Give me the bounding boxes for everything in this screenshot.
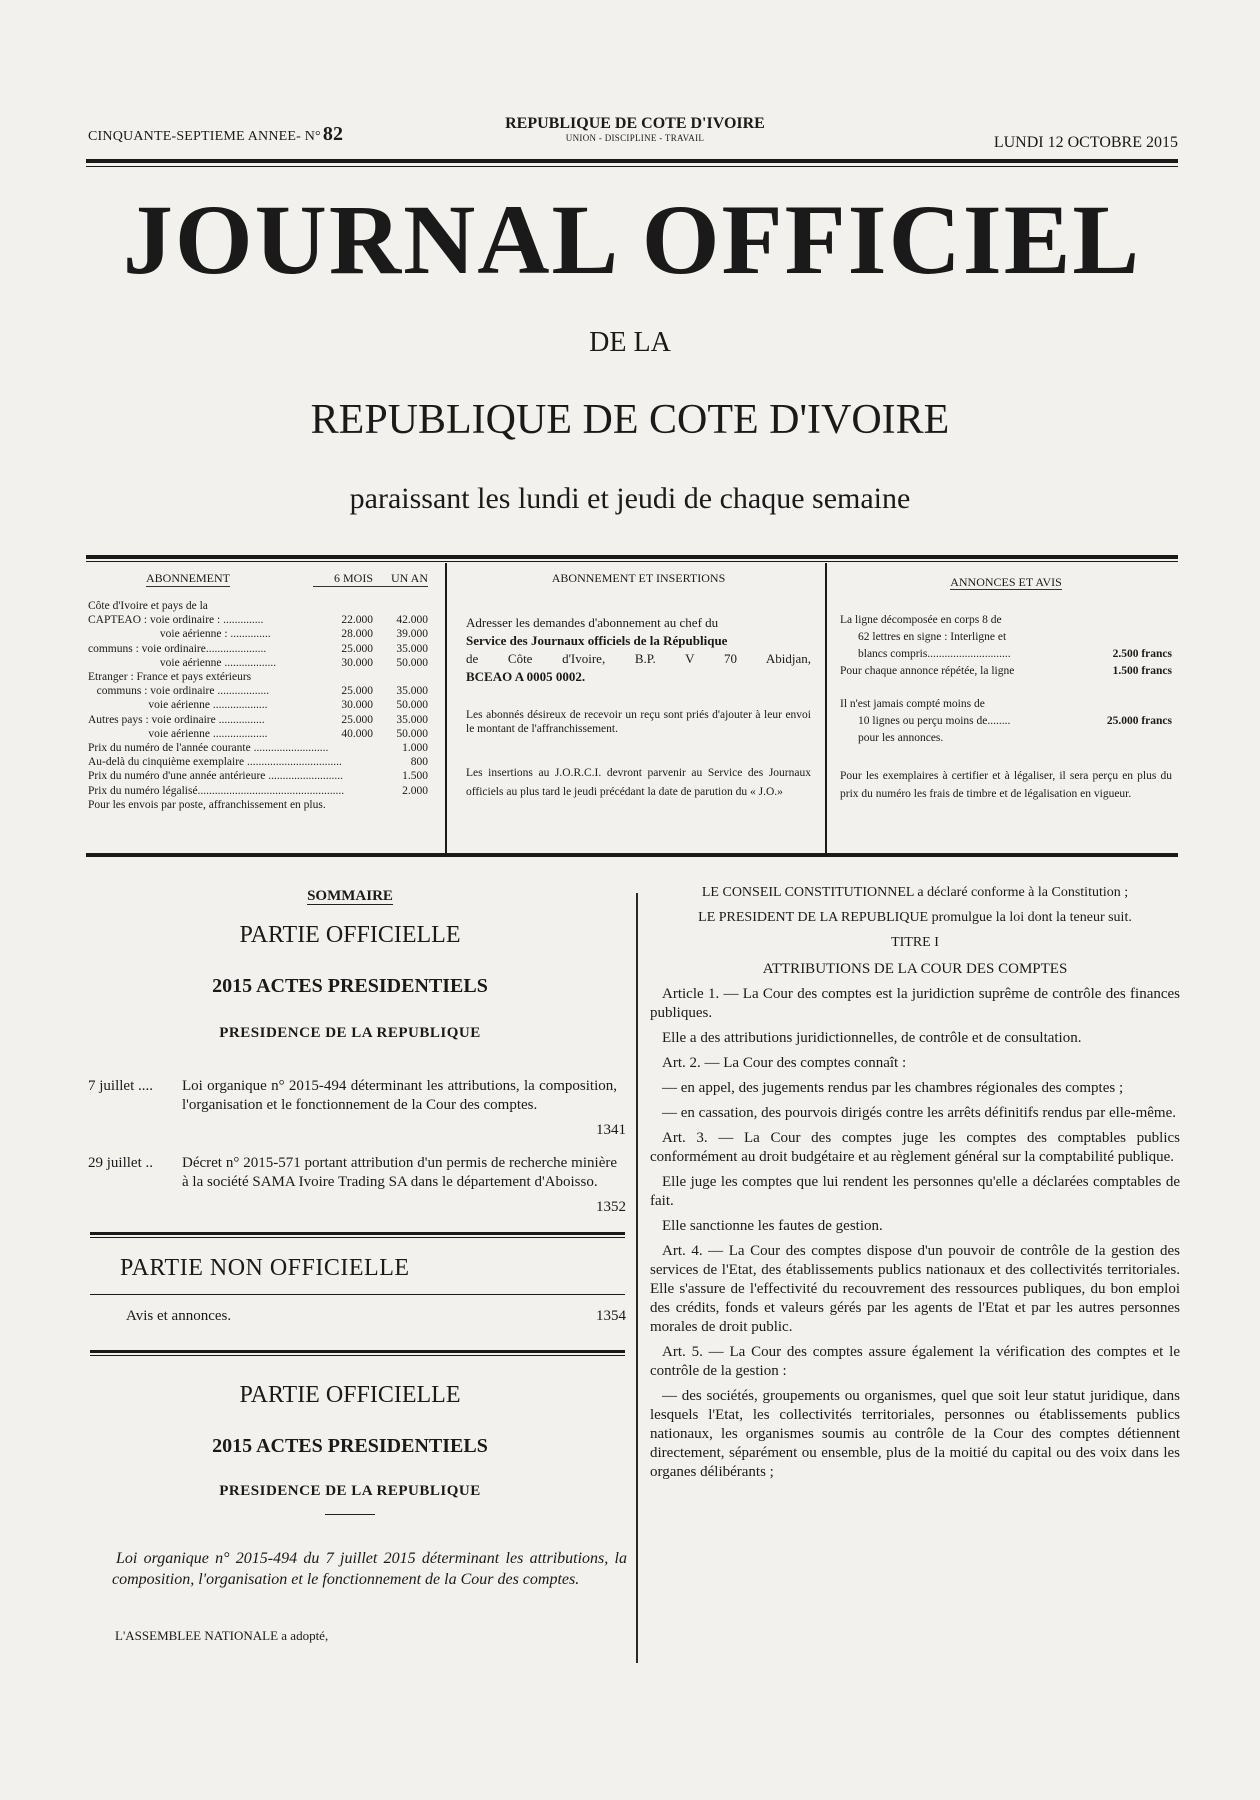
tarif-6-mois: 30.000 (341, 656, 373, 669)
law-article-2b: — en cassation, des pourvois dirigés contre les arrêts définitifs rendus par elle-même. (662, 1105, 1177, 1121)
law-article-4: Art. 4. — La Cour des comptes dispose d'un pouvoir de contrôle de la gestion des services de l'Etat, des établissements publics nationaux et des collectivités territoriales. Elle s'assure de l'effectivité du recouvrement des ressources publiques, du bon emploi des crédits, fonds et valeurs gérés par les agents de l'Etat et par les autres personnes morales de droit public. (650, 1243, 1180, 1335)
tarif-6-mois: 28.000 (341, 628, 373, 641)
annonces-line3: blancs compris............................. (858, 648, 1011, 660)
sommaire-presidence: PRESIDENCE DE LA REPUBLIQUE (219, 1025, 481, 1041)
entry-text: Décret n° 2015-571 portant attribution d'un permis de recherche minière à la société SAMA Ivoire Trading SA dans le département d'Aboisso. (182, 1155, 617, 1190)
law-article-5: Art. 5. — La Cour des comptes assure également la vérification des comptes et le contrôle de la gestion : (650, 1344, 1180, 1379)
tarif-un-an (373, 670, 428, 684)
annonces-line6: 10 lignes ou perçu moins de........ (858, 715, 1011, 727)
law-article-1b: Elle a des attributions juridictionnelles, de contrôle et de consultation. (662, 1030, 1082, 1046)
tarif-label: CAPTEAO : voie ordinaire : .............. (88, 614, 264, 627)
entry-page: 1352 (596, 1199, 626, 1215)
tarif-row (88, 784, 428, 798)
tarif-6-mois: 25.000 (341, 685, 373, 698)
publication-tagline: paraissant les lundi et jeudi de chaque semaine (349, 482, 911, 515)
tarifs-head-1y: UN AN (373, 571, 428, 587)
tarif-label: communs : voie ordinaire .................. (88, 685, 270, 698)
annonces-row1 (840, 646, 1172, 663)
tarif-label: voie aérienne : .............. (88, 628, 271, 641)
entry-page: 1341 (596, 1122, 626, 1138)
law-titre-sub: ATTRIBUTIONS DE LA COUR DES COMPTES (762, 961, 1068, 977)
header-rule-thin (86, 166, 1178, 167)
box-top-rule (86, 555, 1178, 559)
tarif-un-an: 35.000 (396, 685, 428, 698)
body-rule-top-thin (90, 1355, 625, 1356)
sommaire-part-officielle: PARTIE OFFICIELLE (239, 922, 461, 948)
law-article-2: Art. 2. — La Cour des comptes connaît : (662, 1055, 907, 1071)
tarif-un-an: 1.500 (402, 770, 428, 783)
journal-title: JOURNAL OFFICIEL (122, 184, 1142, 295)
avis-label: Avis et annonces. (126, 1308, 232, 1324)
annonces-panel (840, 563, 1172, 853)
tarif-row (88, 755, 428, 769)
tarif-row (88, 684, 428, 698)
country-header (475, 115, 795, 143)
annonces-rate3: 25.000 francs (1106, 715, 1172, 727)
header-rule (86, 159, 1178, 163)
box-divider-2 (825, 563, 827, 855)
tarif-6-mois: 30.000 (341, 699, 373, 712)
issue-number: 82 (322, 123, 344, 145)
tarifs-panel (88, 563, 428, 853)
body-presidence: PRESIDENCE DE LA REPUBLIQUE (219, 1483, 481, 1499)
tarif-un-an: 50.000 (396, 699, 428, 712)
tarif-un-an: 42.000 (396, 614, 428, 627)
entry-date: 7 juillet .... (88, 1078, 153, 1094)
tarif-row (88, 727, 428, 741)
insertions-address-line3: de Côte d'Ivoire, B.P. V 70 Abidjan, (466, 651, 811, 666)
sommaire-partie-non-officielle: PARTIE NON OFFICIELLE (120, 1255, 410, 1281)
annonces-line5: Il n'est jamais compté moins de (840, 698, 985, 710)
masthead-sub2: REPUBLIQUE DE COTE D'IVOIRE (310, 397, 950, 443)
tarif-un-an (379, 798, 428, 812)
tarif-6-mois: 22.000 (341, 614, 373, 627)
tarif-un-an: 35.000 (396, 713, 428, 726)
insertions-receipt-note: Les abonnés désireux de recevoir un reçu sont priés d'ajouter à leur envoi le montant de l'affranchissement. (466, 709, 811, 736)
tarif-6-mois: 25.000 (341, 713, 373, 726)
annonces-row3 (840, 713, 1172, 730)
insertions-panel (466, 563, 811, 853)
tarif-row (88, 698, 428, 712)
tarif-label: voie aérienne ................... (88, 699, 268, 712)
tarif-label: Prix du numéro d'une année antérieure .......................... (88, 770, 344, 783)
tarif-label: voie aérienne .................. (88, 656, 277, 669)
tarif-un-an: 50.000 (396, 656, 428, 669)
body-part-officielle: PARTIE OFFICIELLE (239, 1382, 461, 1408)
country-name: REPUBLIQUE DE COTE D'IVOIRE (505, 115, 765, 132)
law-article-3c: Elle sanctionne les fautes de gestion. (662, 1218, 883, 1234)
law-promulgue: LE PRESIDENT DE LA REPUBLIQUE promulgue la loi dont la teneur suit. (698, 910, 1132, 925)
law-article-3: Art. 3. — La Cour des comptes juge les comptes des comptables publics conformément au droit budgétaire et au règlement général sur la comptabilité publique. (650, 1130, 1180, 1165)
insertions-address-line4: BCEAO A 0005 0002. (466, 669, 586, 684)
tarif-6-mois (328, 741, 380, 755)
annonces-line2: 62 lettres en signe : Interligne et (858, 631, 1007, 643)
sommaire-actes-presidentiels: 2015 ACTES PRESIDENTIELS (212, 975, 488, 997)
national-motto: UNION - DISCIPLINE - TRAVAIL (565, 133, 705, 143)
annonces-line7: pour les annonces. (858, 732, 944, 744)
loi-title: Loi organique n° 2015-494 du 7 juillet 2015 déterminant les attributions, la composition, l'organisation et le fonctionnement de la Cour des comptes. (112, 1550, 627, 1588)
insertions-head: ABONNEMENT ET INSERTIONS (551, 571, 726, 585)
law-article-5a: — des sociétés, groupements ou organismes, quel que soit leur statut juridique, dans lesquels l'Etat, les collectivités territoriales, personnes ou établissements publics nationaux, les organismes soumis au contrôle de la Cour des comptes détiennent directement, séparément ou ensemble, plus de la moitié du capital ou des voix dans les organes délibérants ; (650, 1388, 1180, 1480)
annonces-legalisation-note: Pour les exemplaires à certifier et à légaliser, il sera perçu en plus du prix du numéro les frais de timbre et de légalisation en vigueur. (840, 770, 1172, 800)
tarif-row (88, 670, 428, 684)
tarifs-head-6m: 6 MOIS (313, 571, 373, 587)
tarif-row (88, 627, 428, 641)
tarifs-head-label: ABONNEMENT (146, 571, 230, 585)
tarif-6-mois (344, 784, 388, 798)
annonces-line4: Pour chaque annonce répétée, la ligne (840, 665, 1015, 677)
tarif-label: Autres pays : voie ordinaire ................ (88, 713, 265, 726)
body-rule-top (90, 1350, 625, 1353)
tarifs-table (88, 613, 428, 812)
non-off-rule-top (90, 1232, 625, 1235)
box-bottom-rule (86, 853, 1178, 857)
tarif-un-an: 2.000 (402, 784, 428, 797)
annonces-row2 (840, 663, 1172, 680)
law-article-1: Article 1. — La Cour des comptes est la juridiction suprême de contrôle des finances publiques. (650, 986, 1180, 1021)
tarif-un-an: 800 (410, 756, 428, 769)
tarif-row (88, 798, 428, 812)
tarifs-intro: Côte d'Ivoire et pays de la (88, 600, 208, 612)
sommaire-entry-2[interactable] (88, 1154, 626, 1216)
annonces-rate2: 1.500 francs (1112, 665, 1172, 677)
insertions-address-line1: Adresser les demandes d'abonnement au chef du (466, 615, 719, 630)
box-divider-1 (445, 563, 447, 855)
tarif-row (88, 713, 428, 727)
tarif-row (88, 741, 428, 755)
masthead-sub1: DE LA (589, 327, 671, 358)
annonces-line1: La ligne décomposée en corps 8 de (840, 614, 1002, 626)
tarif-un-an: 1.000 (402, 742, 428, 755)
law-article-2a: — en appel, des jugements rendus par les chambres régionales des comptes ; (662, 1080, 1124, 1096)
tarif-label: Prix du numéro de l'année courante .......................... (88, 742, 329, 755)
tarif-row (88, 656, 428, 670)
insertions-address (466, 614, 811, 686)
tarif-label: Au-delà du cinquième exemplaire ................................. (88, 756, 342, 769)
insertions-address-line2: Service des Journaux officiels de la République (466, 633, 728, 648)
presidence-underline (325, 1514, 375, 1515)
body-actes-presidentiels: 2015 ACTES PRESIDENTIELS (212, 1435, 488, 1457)
entry-date: 29 juillet .. (88, 1155, 153, 1171)
tarif-label: voie aérienne ................... (88, 727, 268, 740)
assemblee-adopte: L'ASSEMBLEE NATIONALE a adopté, (115, 1628, 329, 1643)
law-titre: TITRE I (891, 935, 939, 950)
annonces-rate1: 2.500 francs (1112, 648, 1172, 660)
insertions-deadline-note: Les insertions au J.O.R.C.I. devront parvenir au Service des Journaux officiels au plus tard le jeudi précédant la date de parution du « J.O.» (466, 767, 811, 799)
tarif-6-mois (342, 755, 387, 769)
entry-text: Loi organique n° 2015-494 déterminant les attributions, la composition, l'organisation et le fonctionnement de la Cour des comptes. (182, 1078, 617, 1113)
sommaire-title-text: SOMMAIRE (307, 888, 393, 904)
tarif-label: Pour les envois par poste, affranchissement en plus. (88, 798, 326, 811)
tarif-label: Etranger : France et pays extérieurs (88, 671, 252, 684)
tarif-label: Prix du numéro légalisé................................................... (88, 784, 345, 797)
sommaire-title (90, 888, 610, 905)
tarif-6-mois: 25.000 (341, 642, 373, 655)
tarif-un-an: 50.000 (396, 727, 428, 740)
tarif-row (88, 769, 428, 783)
law-article-3b: Elle juge les comptes que lui rendent les personnes qu'elle a déclarées comptables de fait. (650, 1174, 1180, 1209)
tarif-un-an: 39.000 (396, 628, 428, 641)
column-divider (636, 893, 638, 1663)
tarifs-head (88, 571, 428, 587)
annonces-head-label: ANNONCES ET AVIS (950, 575, 1062, 589)
issue-date: LUNDI 12 OCTOBRE 2015 (993, 134, 1178, 151)
law-text-column (650, 883, 1180, 1488)
tarif-row (88, 642, 428, 656)
annonces-head (840, 575, 1172, 590)
sommaire-entry-1[interactable] (88, 1077, 626, 1139)
avis-page: 1354 (596, 1308, 626, 1324)
tarif-row (88, 613, 428, 627)
box-top-rule-thin (86, 561, 1178, 562)
non-off-rule-bottom (90, 1294, 625, 1295)
law-conseil: LE CONSEIL CONSTITUTIONNEL a déclaré conforme à la Constitution ; (701, 885, 1129, 900)
issue-label (88, 123, 343, 146)
non-off-rule-top-thin (90, 1237, 625, 1238)
sommaire-entry-avis[interactable] (126, 1307, 626, 1329)
tarif-label: communs : voie ordinaire..................... (88, 642, 267, 655)
tarif-6-mois (313, 670, 373, 684)
year-label: CINQUANTE-SEPTIEME ANNEE- N° (88, 129, 321, 144)
tarif-6-mois (326, 798, 379, 812)
tarif-6-mois: 40.000 (341, 727, 373, 740)
annonces-rates (840, 612, 1172, 747)
tarif-6-mois (343, 769, 387, 783)
tarif-un-an: 35.000 (396, 642, 428, 655)
